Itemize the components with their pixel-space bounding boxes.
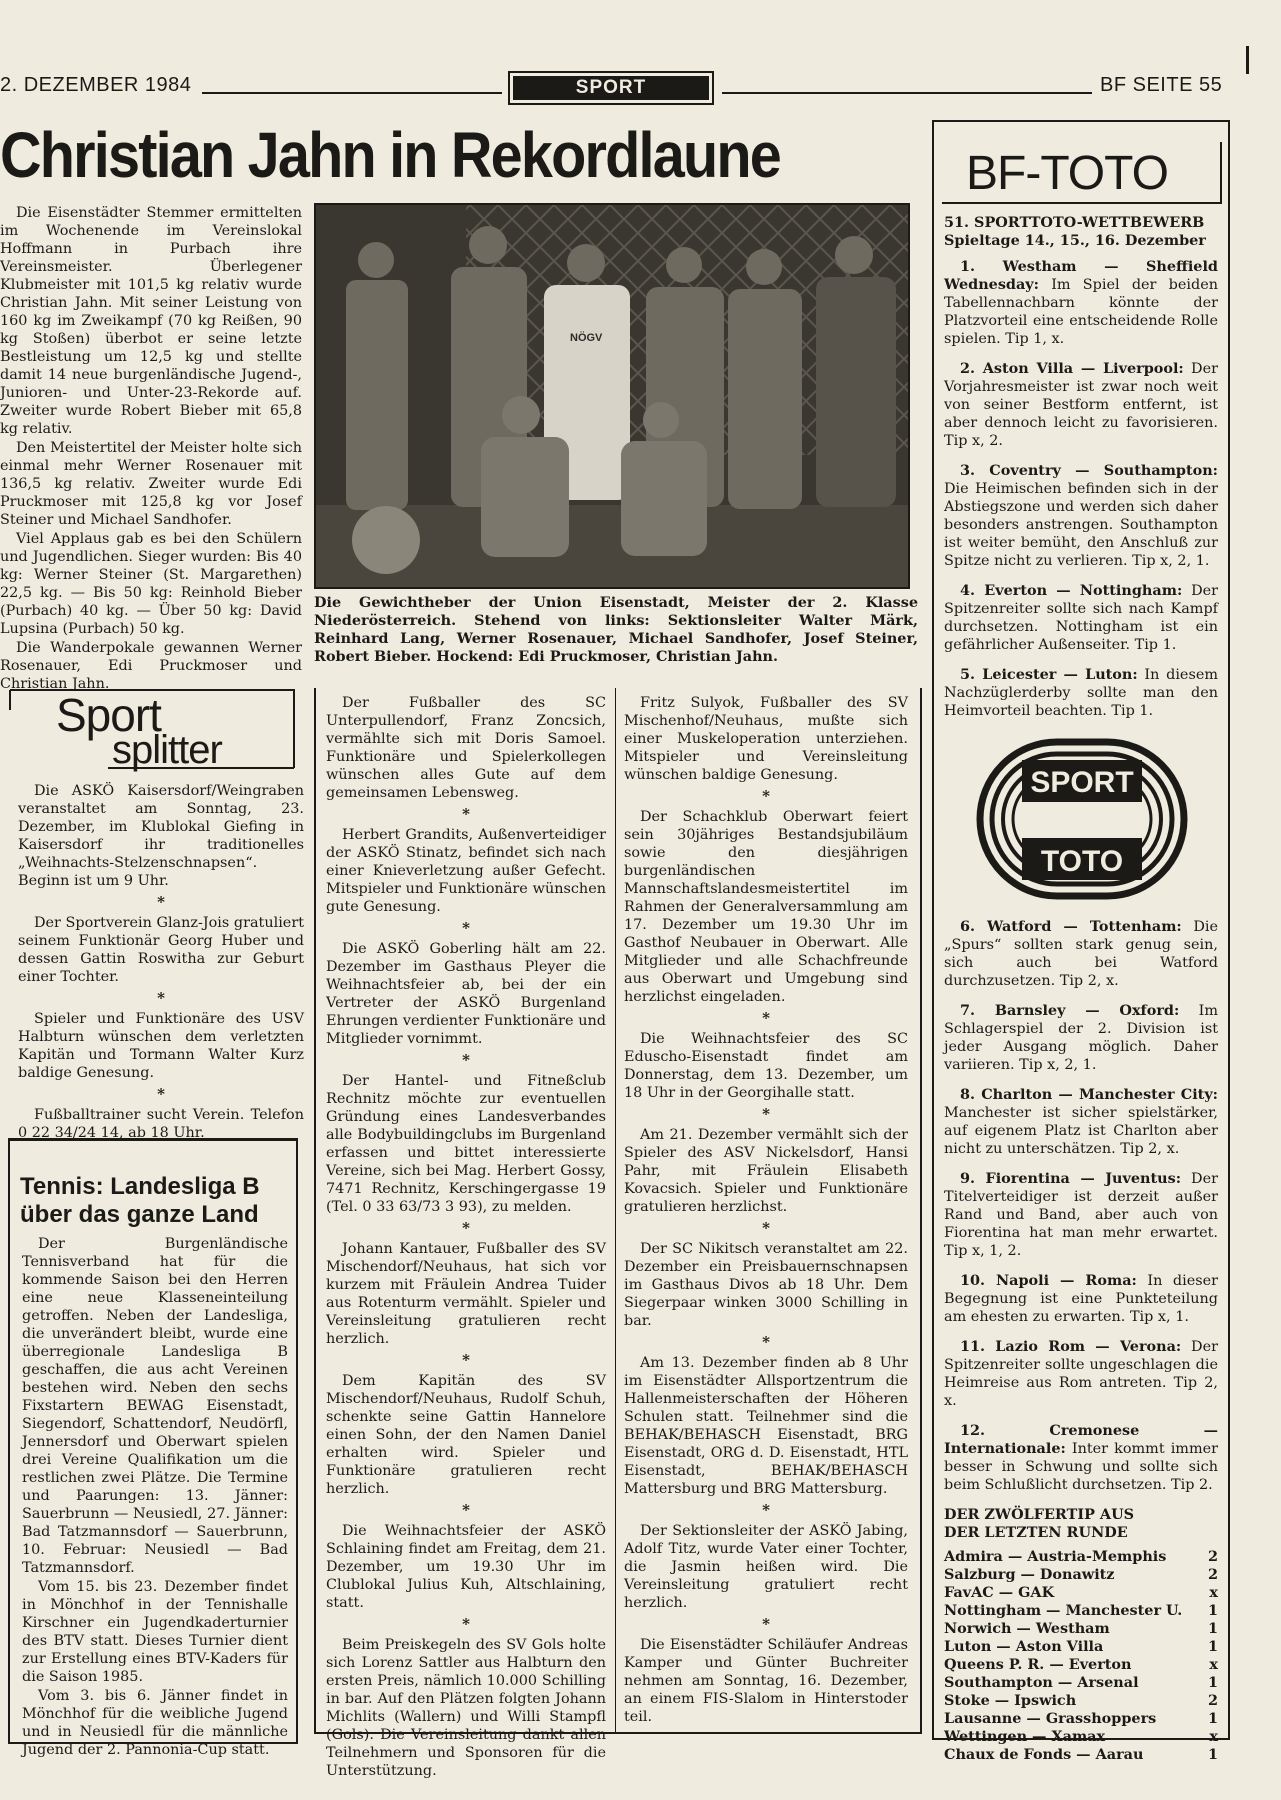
result-match: Admira — Austria-Memphis	[944, 1548, 1167, 1565]
news-item: Der SC Nikitsch veranstaltet am 22. Dezember ein Preisbauernschnapsen im Gasthaus Divos ab 18 Uhr. Dem Siegerpaar winken 3000 Schilling in bar.	[624, 1241, 908, 1329]
article-paragraph: Die Wanderpokale gewannen Werner Rosenauer, Edi Pruckmoser und Christian Jahn.	[0, 640, 302, 692]
separator-asterisk: *	[762, 1219, 770, 1237]
result-tip: 2	[1207, 1692, 1218, 1709]
separator-asterisk: *	[462, 1615, 470, 1633]
news-item: Herbert Grandits, Außenverteidiger der ASKÖ Stinatz, befindet sich nach einer Knieverletzung außer Gefecht. Mitspieler und Funktionäre wünschen gute Genesung.	[326, 827, 606, 915]
toto-match-comment: Manchester ist sicher spielstärker, auf eigenem Platz ist Charlton aber nicht zu unterschätzen. Tip 2, x.	[944, 1105, 1218, 1157]
toto-matches-b	[944, 918, 1218, 1494]
result-tip: x	[1209, 1728, 1218, 1745]
result-match: Stoke — Ipswich	[944, 1692, 1077, 1709]
result-tip: 2	[1207, 1548, 1218, 1565]
toto-match-comment: In dieser Begegnung ist eine Punkteteilung am ehesten zu erwarten. Tip x, 1.	[944, 1273, 1219, 1325]
news-item: Die ASKÖ Goberling hält am 22. Dezember im Gasthaus Pleyer die Weihnachtsfeier ab, bei der ein Vertreter der ASKÖ Burgenland Ehrungen verdienter Funktionäre und Mitglieder vornimmt.	[326, 941, 606, 1047]
news-item: Fußballtrainer sucht Verein. Telefon 0 22 34/24 14, ab 18 Uhr.	[18, 1107, 304, 1141]
toto-match-comment: In diesem Nachzüglerderby sollte man den Heimvorteil beachten. Tip 1.	[944, 667, 1218, 719]
toto-match-comment: Der Vorjahresmeister ist zwar noch weit von seiner Bestform entfernt, ist aber dennoch leicht zu favorisieren. Tip x, 2.	[944, 361, 1218, 449]
toto-match	[944, 360, 1218, 450]
toto-match-title: 4. Everton — Nottingham:	[960, 582, 1183, 599]
sportsplitter-column-2	[326, 694, 606, 1781]
team-photo-illustration	[316, 205, 908, 587]
column-divider	[615, 688, 616, 1732]
toto-match-comment: Der Titelverteidiger ist derzeit außer Rand und Band, aber auch von Fiorentina hat man mehr erwartet. Tip x, 1, 2.	[944, 1171, 1218, 1259]
main-article-text	[0, 204, 302, 694]
result-match: Nottingham — Manchester U.	[944, 1602, 1183, 1619]
news-item: Spieler und Funktionäre des USV Halbturn wünschen dem verletzten Kapitän und Tormann Walter Kurz baldige Genesung.	[18, 1011, 304, 1081]
article-paragraph: Die Eisenstädter Stemmer ermittelten im Wochenende im Vereinslokal Hoffmann in Purbach ihre Vereinsmeister. Überlegener Klubmeister mit 101,5 kg relativ wurde Christian Jahn. Mit seiner Leistung von 160 kg im Zweikampf (70 kg Reißen, 90 kg Stoßen) überbot er seine letzte Bestleistung um 12,5 kg und stellte damit 14 neue burgenländische Jugend-, Junioren- und Unter-23-Rekorde auf. Zweiter wurde Robert Bieber mit 65,8 kg relativ.	[0, 205, 302, 437]
toto-match-comment: Inter kommt immer besser in Schwung und sollte sich beim Schlußlicht durchsetzen. Tip 2.	[944, 1441, 1218, 1493]
page-number: BF SEITE 55	[1100, 74, 1223, 96]
news-item: Dem Kapitän des SV Mischendorf/Neuhaus, Rudolf Schuh, schenkte seine Gattin Hannelore einen Sohn, der den Namen Daniel erhalten wird. Spieler und Funktionäre gratulieren recht herzlich.	[326, 1373, 606, 1497]
separator-asterisk: *	[157, 1085, 165, 1103]
separator-asterisk: *	[762, 1105, 770, 1123]
separator-asterisk: *	[762, 1615, 770, 1633]
separator-asterisk: *	[462, 1051, 470, 1069]
separator-asterisk: *	[462, 1501, 470, 1519]
toto-match-title: 10. Napoli — Roma:	[960, 1272, 1137, 1289]
result-tip: x	[1209, 1584, 1218, 1601]
separator-asterisk: *	[157, 893, 165, 911]
result-row	[944, 1692, 1218, 1710]
result-match: Queens P. R. — Everton	[944, 1656, 1132, 1673]
toto-column	[944, 214, 1218, 1764]
tennis-paragraph: Vom 3. bis 6. Jänner findet in Mönchhof für die weibliche Jugend und in Neusiedl für die männliche Jugend der 2. Pannonia-Cup statt.	[22, 1688, 288, 1758]
toto-match	[944, 1002, 1218, 1074]
tennis-box	[8, 1138, 298, 1758]
result-match: Luton — Aston Villa	[944, 1638, 1104, 1655]
result-row	[944, 1602, 1218, 1620]
result-match: Chaux de Fonds — Aarau	[944, 1746, 1144, 1763]
toto-match	[944, 1422, 1218, 1494]
article-paragraph: Den Meistertitel der Meister holte sich einmal mehr Werner Rosenauer mit 136,5 kg relativ. Zweiter wurde Edi Pruckmoser mit 125,8 kg vor Josef Steiner und Michael Sandhofer.	[0, 440, 302, 528]
header-rule-left	[202, 92, 502, 94]
toto-match	[944, 462, 1218, 570]
tennis-paragraph: Vom 15. bis 23. Dezember findet in Mönchhof in der Tennishalle Kirschner ein Jugendkaderturnier des BTV statt. Dieses Turnier dient zur Erstellung eines BTV-Kaders für die Saison 1985.	[22, 1579, 288, 1685]
toto-match-comment: Die „Spurs“ sollten stark genug sein, sich auch bei Watford durchzusetzen. Tip 2, x.	[944, 919, 1218, 989]
header-rule-right	[722, 92, 1092, 94]
news-item: Fritz Sulyok, Fußballer des SV Mischenhof/Neuhaus, mußte sich einer Muskeloperation unterziehen. Mitspieler und Vereinsleitung wünschen baldige Genesung.	[624, 695, 908, 783]
sportsplitter-title	[8, 688, 298, 776]
result-tip: 2	[1207, 1566, 1218, 1583]
result-row	[944, 1566, 1218, 1584]
news-item: Der Fußballer des SC Unterpullendorf, Franz Zoncsich, vermählte sich mit Doris Samoel. Funktionäre und Spielerkollegen wünschen alles Gute auf dem gemeinsamen Lebensweg.	[326, 695, 606, 801]
result-row	[944, 1548, 1218, 1566]
toto-match-title: 8. Charlton — Manchester City:	[960, 1086, 1218, 1103]
news-item: Der Sektionsleiter der ASKÖ Jabing, Adolf Titz, wurde Vater einer Tochter, die Jasmin heißen wird. Die Vereinsleitung gratuliert recht herzlich.	[624, 1523, 908, 1611]
sportsplitter-column-1	[18, 782, 304, 1143]
result-tip: 1	[1207, 1620, 1218, 1637]
separator-asterisk: *	[462, 805, 470, 823]
toto-match-comment: Der Spitzenreiter sollte sich nach Kampf durchsetzen. Nottingham ist ein gefährlicher Außenseiter. Tip 1.	[944, 583, 1218, 653]
tennis-headline: Tennis: Landesliga B über das ganze Land	[20, 1173, 260, 1228]
results-title: DER ZWÖLFERTIP AUS DER LETZTEN RUNDE	[944, 1506, 1135, 1541]
toto-match-comment: Im Spiel der beiden Tabellennachbarn könnte der Platzvorteil eine entscheidende Rolle spielen. Tip 1, x.	[944, 277, 1218, 347]
toto-match-title: 11. Lazio Rom — Verona:	[960, 1338, 1182, 1355]
results-table	[944, 1548, 1218, 1764]
result-tip: 1	[1207, 1746, 1218, 1763]
separator-asterisk: *	[762, 787, 770, 805]
result-row	[944, 1620, 1218, 1638]
page-edge-mark	[1246, 46, 1249, 74]
section-label: SPORT	[513, 76, 709, 100]
toto-matches-a	[944, 258, 1218, 720]
news-item: Am 21. Dezember vermählt sich der Spieler des ASV Nickelsdorf, Hansi Pahr, mit Fräulein Elisabeth Kovacsich. Spieler und Funktionäre gratulieren herzlichst.	[624, 1127, 908, 1215]
sportsplitter-column-3	[624, 694, 908, 1727]
toto-match	[944, 918, 1218, 990]
toto-match	[944, 1272, 1218, 1326]
toto-match-title: 9. Fiorentina — Juventus:	[960, 1170, 1182, 1187]
news-item: Die Eisenstädter Schiläufer Andreas Kamper und Günter Buchreiter nehmen am Sonntag, 16. Dezember, an einem FIS-Slalom in Hinterstoder teil.	[624, 1637, 908, 1725]
toto-match	[944, 1086, 1218, 1158]
separator-asterisk: *	[462, 919, 470, 937]
news-item: Johann Kantauer, Fußballer des SV Mischendorf/Neuhaus, hat sich vor kurzem mit Fräulein Andrea Tuider aus Rotenturm vermählt. Spieler und Vereinsleitung gratulieren recht herzlich.	[326, 1241, 606, 1347]
result-row	[944, 1674, 1218, 1692]
toto-match-title: 2. Aston Villa — Liverpool:	[960, 360, 1184, 377]
toto-match-title: 12. Cremonese — Internationale:	[944, 1422, 1218, 1457]
sport-toto-logo	[944, 732, 1218, 910]
result-match: Norwich — Westham	[944, 1620, 1110, 1637]
logo-toto-text: TOTO	[1040, 845, 1124, 878]
result-match: Salzburg — Donawitz	[944, 1566, 1115, 1583]
separator-asterisk: *	[462, 1219, 470, 1237]
shirt-logo-text: NÖGV	[570, 332, 603, 344]
toto-match-title: 3. Coventry — Southampton:	[960, 462, 1218, 479]
toto-subtitle-1: 51. SPORTTOTO-WETTBEWERB	[944, 214, 1205, 231]
separator-asterisk: *	[762, 1501, 770, 1519]
result-row	[944, 1656, 1218, 1674]
sportsplitter-title-line1: Sport	[56, 689, 161, 741]
issue-date: 2. DEZEMBER 1984	[0, 74, 192, 96]
logo-sport-text: SPORT	[1030, 766, 1134, 799]
photo-caption: Die Gewichtheber der Union Eisenstadt, Meister der 2. Klasse Niederösterreich. Stehend von links: Sektionsleiter Walter Märk, Reinhard Lang, Werner Rosenauer, Michael Sandhofer, Josef Steiner, Robert Bieber. Hockend: Edi Pruckmoser, Christian Jahn.	[314, 594, 918, 665]
toto-title: BF-TOTO	[966, 147, 1168, 200]
toto-match-comment: Die Heimischen befinden sich in der Abstiegszone und werden sich daher besonders anstrengen. Southampton ist weiter bemüht, den Anschluß zur Spitze nicht zu verlieren. Tip x, 2, 1.	[944, 481, 1218, 569]
news-item: Der Sportverein Glanz-Jois gratuliert seinem Funktionär Georg Huber und dessen Gattin Roswitha zur Geburt einer Tochter.	[18, 915, 304, 985]
result-tip: 1	[1207, 1674, 1218, 1691]
result-match: Wettingen — Xamax	[944, 1728, 1106, 1745]
toto-match-comment: Im Schlagerspiel der 2. Division ist jeder Ausgang möglich. Daher variieren. Tip x, 2, 1.	[944, 1003, 1218, 1073]
toto-match	[944, 666, 1218, 720]
news-item: Die Weihnachtsfeier des SC Edusсho-Eisenstadt findet am Donnerstag, dem 13. Dezember, um 18 Uhr in der Georgihalle statt.	[624, 1031, 908, 1101]
toto-match	[944, 1170, 1218, 1260]
news-item: Am 13. Dezember finden ab 8 Uhr im Eisenstädter Allsportzentrum die Hallenmeisterschaften der Höheren Schulen statt. Teilnehmer sind die BEHAK/BEHASCH Eisenstadt, BRG Eisenstadt, ORG d. D. Eisenstadt, HTL Eisenstadt, BEHAK/BEHASCH Mattersburg und BRG Mattersburg.	[624, 1355, 908, 1497]
result-tip: 1	[1207, 1602, 1218, 1619]
toto-match	[944, 582, 1218, 654]
toto-match-comment: Der Spitzenreiter sollte ungeschlagen die Heimreise aus Rom antreten. Tip 2, x.	[944, 1339, 1218, 1409]
separator-asterisk: *	[762, 1333, 770, 1351]
result-tip: 1	[1207, 1638, 1218, 1655]
team-photo	[314, 203, 910, 589]
result-tip: 1	[1207, 1710, 1218, 1727]
separator-asterisk: *	[762, 1009, 770, 1027]
main-headline: Christian Jahn in Rekordlaune	[0, 119, 780, 191]
toto-match-title: 6. Watford — Tottenham:	[960, 918, 1182, 935]
result-tip: x	[1209, 1656, 1218, 1673]
result-row	[944, 1728, 1218, 1746]
toto-match-title: 7. Barnsley — Oxford:	[960, 1002, 1180, 1019]
result-row	[944, 1746, 1218, 1764]
toto-match	[944, 258, 1218, 348]
separator-asterisk: *	[157, 989, 165, 1007]
article-paragraph: Viel Applaus gab es bei den Schülern und Jugendlichen. Sieger wurden: Bis 40 kg: Werner Steiner (St. Margarethen) 22,5 kg. — Bis 50 kg: Reinhold Bieber (Purbach) 40 kg. — Über 50 kg: David Lupsina (Purbach) 50 kg.	[0, 531, 302, 637]
news-item: Die ASKÖ Kaisersdorf/Weingraben veranstaltet am Sonntag, 23. Dezember, im Klublokal Giefing in Kaisersdorf ihr traditionelles „Weihnachts-Stelzenschnapsen“. Beginn ist um 9 Uhr.	[18, 783, 304, 889]
news-item: Die Weihnachtsfeier der ASKÖ Schlaining findet am Freitag, dem 21. Dezember, um 19.30 Uhr im Clublokal Julius Kuh, Altschlaining, statt.	[326, 1523, 606, 1611]
sportsplitter-title-line2: splitter	[112, 728, 222, 772]
result-match: Lausanne — Grasshoppers	[944, 1710, 1157, 1727]
toto-subtitle-2: Spieltage 14., 15., 16. Dezember	[944, 232, 1206, 249]
result-match: FavAC — GAK	[944, 1584, 1055, 1601]
result-row	[944, 1638, 1218, 1656]
sport-toto-logo-graphic	[944, 732, 1218, 910]
tennis-text	[10, 1235, 296, 1759]
tennis-paragraph: Der Burgenländische Tennisverband hat für die kommende Saison bei den Herren eine neue Klasseneinteilung getroffen. Neben der Landesliga, die unverändert bleibt, wurde eine überregionale Landesliga B geschaffen, die aus acht Vereinen bestehen wird. Neben den sechs Fixstartern BEWAG Eisenstadt, Siegendorf, Schattendorf, Neudörfl, Jennersdorf und Oberwart spielen drei Vereine Qualifikation um die restlichen zwei Plätze. Die Termine und Paarungen: 13. Jänner: Sauerbrunn — Neusiedl, 27. Jänner: Bad Tatzmannsdorf — Sauerbrunn, 10. Februar: Neusiedl — Bad Tatzmannsdorf.	[22, 1236, 288, 1576]
toto-title-frame	[942, 142, 1222, 204]
toto-match-title: 5. Leicester — Luton:	[960, 666, 1138, 683]
separator-asterisk: *	[462, 1351, 470, 1369]
news-item: Der Hantel- und Fitneßclub Rechnitz möchte zur eventuellen Gründung eines Landesverbandes alle Bodybuildingclubs im Burgenland erfassen und bittet interessierte Vereine, sich bei Mag. Herbert Gossy, 7471 Rechnitz, Kerschingergasse 19 (Tel. 0 33 63/73 3 93), zu melden.	[326, 1073, 606, 1215]
result-match: Southampton — Arsenal	[944, 1674, 1139, 1691]
section-badge	[508, 71, 714, 105]
news-item: Der Schachklub Oberwart feiert sein 30jähriges Bestandsjubiläum sowie den diesjährigen burgenländischen Mannschaftslandesmeistertitel im Rahmen der Generalversammlung am 17. Dezember um 19.30 Uhr im Gasthof Neubauer in Oberwart. Alle Mitglieder und alle Schachfreunde aus Oberwart und Umgebung sind herzlichst eingeladen.	[624, 809, 908, 1005]
result-row	[944, 1710, 1218, 1728]
toto-match	[944, 1338, 1218, 1410]
result-row	[944, 1584, 1218, 1602]
toto-match-title: 1. Westham — Sheffield Wednesday:	[944, 258, 1218, 293]
news-item: Beim Preiskegeln des SV Gols holte sich Lorenz Sattler aus Halbturn den ersten Preis, nämlich 10.000 Schilling in bar. Auf den Plätzen folgten Johann Michlits (Wallern) und Willi Stampfl (Gols). Die Vereinsleitung dankt allen Teilnehmern und Sponsoren für die Unterstützung.	[326, 1637, 606, 1779]
